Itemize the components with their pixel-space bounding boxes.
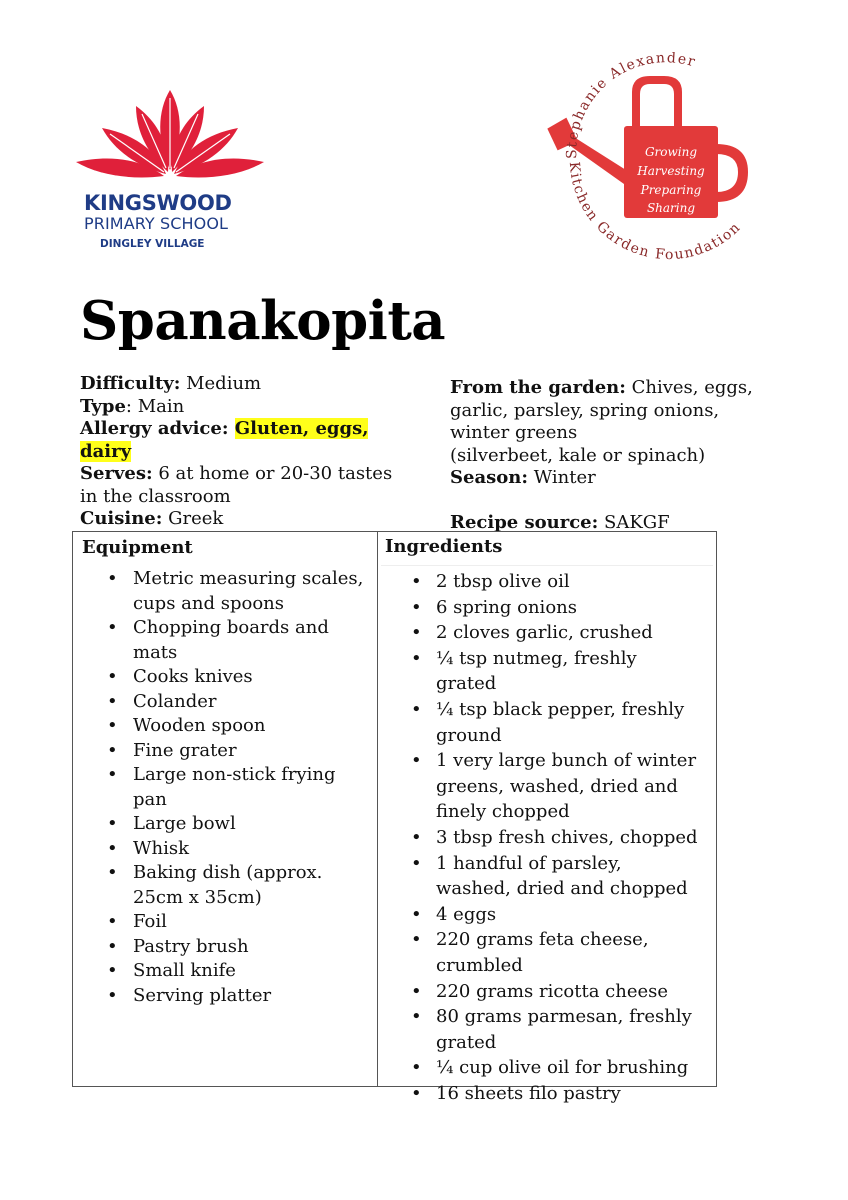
list-item: • Cooks knives <box>107 665 373 690</box>
garden-line-4: (silverbeet, kale or spinach) <box>450 444 706 466</box>
recipe-info-left <box>80 373 420 531</box>
list-item: • 80 grams parmesan, freshly grated <box>411 1004 701 1055</box>
recipe-info-right <box>450 377 780 535</box>
can-line-3: Preparing <box>640 183 702 197</box>
garden-value: Chives, eggs, <box>625 377 753 398</box>
season-line <box>450 467 780 490</box>
list-item: • Whisk <box>107 837 373 862</box>
garden-label: From the garden: <box>450 377 626 398</box>
difficulty-label: Difficulty: <box>80 373 181 394</box>
difficulty-line <box>80 373 420 396</box>
list-item: • Baking dish (approx. 25cm x 35cm) <box>107 861 373 910</box>
list-item: • Fine grater <box>107 739 373 764</box>
foundation-arc-top: Stephanie Alexander <box>564 52 698 160</box>
serves-line-2: in the classroom <box>80 485 231 507</box>
season-label: Season: <box>450 467 528 488</box>
equipment-heading: Equipment <box>82 537 193 558</box>
blank-line <box>450 490 780 513</box>
list-item: • 1 very large bunch of winter greens, washed, dried and finely chopped <box>411 748 701 825</box>
equipment-list <box>107 567 373 1008</box>
allergy-label: Allergy advice: <box>80 418 235 439</box>
can-line-1: Growing <box>644 145 698 159</box>
list-item: • Wooden spoon <box>107 714 373 739</box>
type-label: Type <box>80 395 126 417</box>
season-value: Winter <box>528 467 596 488</box>
list-item: • Metric measuring scales, cups and spoons <box>107 567 373 616</box>
list-item: • Small knife <box>107 959 373 984</box>
type-value: : Main <box>125 395 185 417</box>
recipe-table <box>72 531 717 1104</box>
type-line <box>80 396 420 419</box>
column-divider <box>377 532 378 1086</box>
cuisine-label: Cuisine: <box>80 508 163 529</box>
allergy-line <box>80 418 420 441</box>
cuisine-line <box>80 508 420 531</box>
difficulty-value: Medium <box>180 373 262 394</box>
allergy-value-2: dairy <box>80 440 132 462</box>
school-location: DINGLEY VILLAGE <box>100 238 205 250</box>
allergy-line-2 <box>80 441 420 464</box>
list-item: • Pastry brush <box>107 935 373 960</box>
serves-value: 6 at home or 20-30 tastes <box>152 463 393 484</box>
school-type: PRIMARY SCHOOL <box>84 214 229 233</box>
list-item: • ¼ cup olive oil for brushing <box>411 1055 701 1081</box>
list-item: • 220 grams ricotta cheese <box>411 979 701 1005</box>
list-item: • 2 cloves garlic, crushed <box>411 620 701 646</box>
serves-line <box>80 463 420 486</box>
list-item: • Chopping boards and mats <box>107 616 373 665</box>
garden-line <box>450 377 780 400</box>
can-line-4: Sharing <box>646 201 696 215</box>
ingredients-rule <box>381 565 713 566</box>
allergy-value: Gluten, eggs, <box>234 418 369 439</box>
source-value: SAKGF <box>598 512 670 533</box>
list-item: • Large bowl <box>107 812 373 837</box>
list-item: • ¼ tsp black pepper, freshly ground <box>411 697 701 748</box>
foundation-arc-bottom: Kitchen Garden Foundation <box>565 161 745 264</box>
ingredients-heading: Ingredients <box>385 536 503 557</box>
list-item: • Colander <box>107 690 373 715</box>
lotus-icon <box>74 88 270 188</box>
can-line-2: Harvesting <box>637 164 705 178</box>
list-item: • Large non-stick frying pan <box>107 763 373 812</box>
list-item: • 6 spring onions <box>411 595 701 621</box>
list-item: • 4 eggs <box>411 902 701 928</box>
list-item: • 2 tbsp olive oil <box>411 569 701 595</box>
list-item: • 1 handful of parsley, washed, dried and chopped <box>411 851 701 902</box>
list-item: • 220 grams feta cheese, crumbled <box>411 927 701 978</box>
list-item: • 3 tbsp fresh chives, chopped <box>411 825 701 851</box>
page-title: Spanakopita <box>80 290 446 352</box>
list-item: • Foil <box>107 910 373 935</box>
list-item: • Serving platter <box>107 984 373 1009</box>
cuisine-value: Greek <box>162 508 224 529</box>
serves-label: Serves: <box>80 463 153 484</box>
garden-line-2: garlic, parsley, spring onions, <box>450 399 720 421</box>
source-label: Recipe source: <box>450 512 599 533</box>
ingredients-list <box>411 569 701 1106</box>
list-item: • 16 sheets filo pastry <box>411 1081 701 1107</box>
list-item: • ¼ tsp nutmeg, freshly grated <box>411 646 701 697</box>
school-logo <box>74 88 270 258</box>
foundation-logo <box>540 52 780 272</box>
watering-can-icon <box>540 52 780 272</box>
school-name: KINGSWOOD <box>84 191 232 215</box>
garden-line-3: winter greens <box>450 422 578 443</box>
